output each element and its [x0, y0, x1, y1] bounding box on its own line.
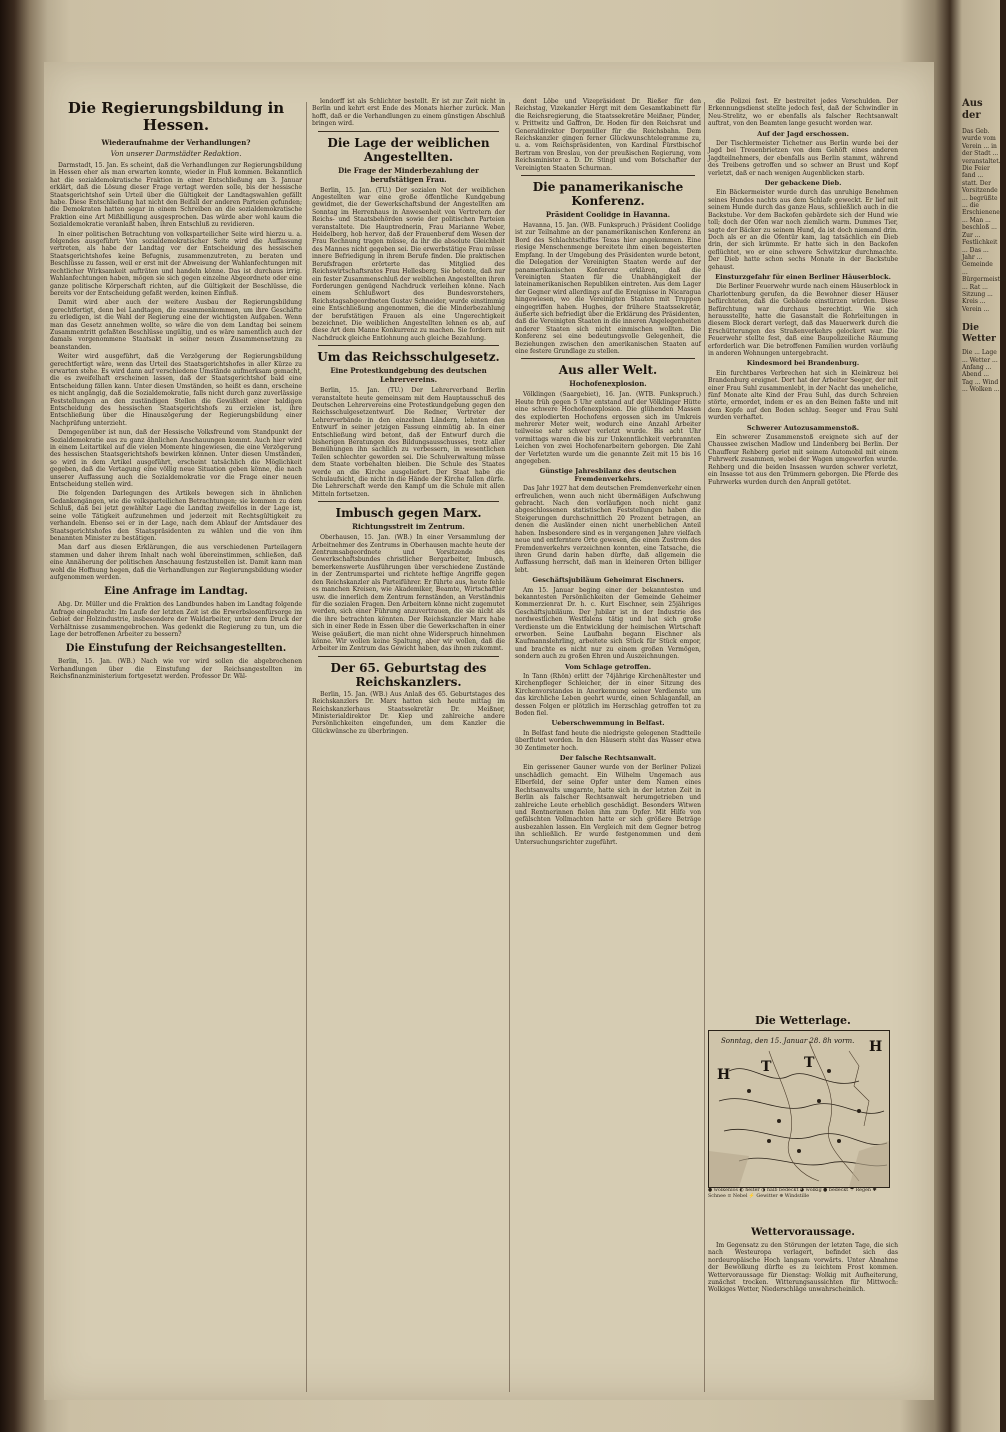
section-heading: Der falsche Rechtsanwalt.: [559, 754, 657, 763]
article-paragraph: Damit wird aber auch der weitere Ausbau der Regierungsbildung gerechtfertigt, denn bei Landtagen, die zusammenkommen, um ihre Geschäfte zu erledigen, ist die Wahl der Regierung eine der wichtigsten Aufgaben. Wenn man das Gesetz annehmen wollte, so wäre die von dem Landtag bei seinem Zusammentritt gefaßten Beschlüsse ungültig, und es wäre namentlich auch der damals vorgenommene Staatsakt in seiner neuen Zusammensetzung zu beanstanden.: [50, 299, 302, 351]
article-paragraph: Berlin, 15. Jan. (WB.) Nach wie vor wird sollen die abgebrochenen Verhandlungen über die Einstufung der Reichsangestellten im Reichsfinanzministerium fortgesetzt werden. Professor Dr. Wäl-: [50, 658, 302, 681]
column-3: [515, 98, 701, 1388]
section-heading: Ueberschwemmung in Belfast.: [551, 719, 665, 728]
article-paragraph: Darmstadt, 15. Jan. Es scheint, daß die Verhandlungen zur Regierungsbildung in Hessen eher als man erwarten konnte, wieder in Fluß kommen. Bekanntlich hat die sozialdemokratische Fraktion in einer Entschließung am 3. Januar erklärt, daß die Lösung dieser Frage vertagt werden solle, bis der hessische Staatsgerichtshof sein Urteil über die Gültigkeit der Landtagswahlen gefällt habe. Diese Entschließung hat nicht den Beifall der anderen Parteien gefunden; die Demokraten hatten sogar in einem Schreiben an die sozialdemokratische Fraktion eine Art Mißbilligung ausgesprochen. Das würde aber wohl kaum die Sozialdemokratie veranlaßt haben, ihren Entschluß zu revidieren.: [50, 162, 302, 229]
article-subtitle: Präsident Coolidge in Havanna.: [545, 210, 671, 220]
section-heading: Vom Schlage getroffen.: [564, 662, 652, 671]
article-paragraph: die Polizei fest. Er bestreitet jedes Verschulden. Der Erkennungsdienst stellte jedoch fest, daß der Schwindler in Neu-Strelitz, wo er ebenfalls als falscher Rechtsanwalt auftrat, von den Beamten lange gesucht worden war.: [708, 98, 898, 128]
column-divider: [704, 102, 705, 1392]
article-subtitle: Die Frage der Minderbezahlung der berufstätigen Frau.: [338, 165, 479, 184]
article-paragraph: Ein gerissener Gauner wurde von der Berliner Polizei unschädlich gemacht. Ein Wilhelm Ungemach aus Elberfeld, der seine Opfer unter dem Namen eines Rechtsanwalts umgarnte, hatte sich in der letzten Zeit in Berlin als falscher Rechtsanwalt herumgetrieben und zahlreiche Leute erheblich geschädigt. Besonders Witwen und Rentnerinnen fielen ihm zum Opfer. Mit Hilfe von gefälschten Vollmachten hatte er sich größere Beträge ausbezahlen lassen. Ein Vergleich mit dem Gegner betrog ihn schließlich. Er wurde festgenommen und dem Untersuchungsrichter zugeführt.: [515, 764, 701, 846]
svg-text:H: H: [717, 1067, 731, 1083]
section-heading: Einsturzgefahr für einen Berliner Häuserblock.: [715, 272, 891, 281]
article-paragraph: Weiter wird ausgeführt, daß die Verzögerung der Regierungsbildung gerechtfertigt wäre, wenn das Urteil des Staatsgerichtshofes in aller Kürze zu erwarten stehe. Es wird dann auf verschiedene Umstände aufmerksam gemacht, die es zweifelhaft erscheinen lassen, daß der Staatsgerichtshof bald eine Entscheidung fällen kann. Unter diesen Umständen, so heißt es dann, erscheine es nicht angängig, daß die Sozialdemokratie, falls nicht durch ganz zuverlässige Feststellungen an den zuständigen Stellen die Gewißheit einer baldigen Entscheidung des hessischen Staatsgerichtshofs zu erzielen ist, ihre Entschließung über die Hinauszögerung der Regierungsbildung einer Nachprüfung unterzieht.: [50, 353, 302, 427]
weather-headline: Die Wetterlage.: [755, 1014, 851, 1027]
column-divider: [509, 102, 510, 1392]
column-divider: [306, 102, 307, 1392]
adjacent-headline: Aus der: [962, 98, 983, 121]
weather-map-caption: Sonntag, den 15. Januar 28. 8h vorm.: [721, 1037, 855, 1045]
article-subtitle: Richtungsstreit im Zentrum.: [352, 522, 465, 532]
column-2: [312, 98, 505, 1388]
article-headline: Die Regierungsbildung in Hessen.: [67, 99, 285, 134]
article-headline: Die Einstufung der Reichsangestellten.: [65, 643, 287, 655]
article-paragraph: Am 15. Januar beging einer der bekanntesten und bekanntesten Persönlichkeiten der Gemeinde Geheimer Kommerzienrat Dr. h. c. Kurt Eischner, sein 25jähriges Geschäftsjubiläum. Der Jubilar ist in der Industrie des nordwestlichen Westfalens tätig und hat sich große Verdienste um die Entwicklung der heimischen Wirtschaft erworben. Seine Laufbahn begann Eischner als Kaufmannslehrling, arbeitete sich Stück für Stück empor, und brachte es nicht nur zu einem großen Vermögen, sondern auch zu großen Ehren und Auszeichnungen.: [515, 586, 701, 661]
svg-text:T: T: [761, 1059, 772, 1075]
article-paragraph: lendorff ist als Schlichter bestellt. Er ist zur Zeit nicht in Berlin und kehrt erst Ende des Monats hierher zurück. Man hofft, daß er die Verhandlungen zu einem günstigen Abschluß bringen wird.: [312, 98, 505, 128]
article-paragraph: Die folgenden Darlegungen des Artikels bewegen sich in ähnlichen Gedankengängen, wie die volksparteilichen Betrachtungen; sie kommen zu dem Schluß, daß bei jetzt gewählter Lage die Landtag zweifellos in der Lage ist, seine volle Tätigkeit aufzunehmen und jederzeit mit Rechtsgültigkeit zu verhandeln. Ebenso sei er in der Lage, nach dem Ablauf der Amtsdauer des Staatsgerichtshofes den Staatspräsidenten zu wählen und die von ihm benannten Minister zu bestätigen.: [50, 490, 302, 542]
article-paragraph: Demgegenüber ist nun, daß der Hessische Volksfreund vom Standpunkt der Sozialdemokratie aus zu ganz ähnlichen Anschauungen kommt. Auch hier wird in einem Leitartikel auf die vielen Momente hingewiesen, die eine Verzögerung des hessischen Staatsgerichtshofs bewirken können. Unter diesen Umständen, so wird in dem Artikel ausgeführt, erscheint tatsächlich die Möglichkeit gegeben, daß die Vertagung eine völlig neue Situation geben könne, die nach unserer Auffassung auch die Sozialdemokratie vor die Frage einer neuen Entscheidung stellen wird.: [50, 429, 302, 489]
article-subtitle: Eine Protestkundgebung des deutschen Lehrervereins.: [330, 366, 487, 385]
article-headline: Um das Reichsschulgesetz.: [317, 350, 500, 365]
article-paragraph: Völklingen (Saargebiet), 16. Jan. (WTB. Funkspruch.) Heute früh gegen 5 Uhr entstand auf der Völklinger Hütte eine schwere Hochofenexplosion. Die glühenden Massen des explodierten Hochofens ergossen sich im Umkreis mehrerer Meter weit, wodurch eine Anzahl Arbeiter teilweise sehr schwer verletzt wurde. Bis acht Uhr vormittags waren die bis zur Unkenntlichkeit verbrannten Leichen von zwei Hochofenarbeitern geborgen. Die Zahl der Verletzten wurde um die genannte Zeit mit 15 bis 16 angegeben.: [515, 391, 701, 466]
article-paragraph: Berlin, 15. Jan. (TU.) Der sozialen Not der weiblichen Angestellten war eine große öffentliche Kundgebung gewidmet, die der Gewerkschaftsbund der Angestellten am Sonntag im Herrenhaus in Anwesenheit von Vertretern der Reichs- und Staatsbehörden sowie der politischen Parteien veranstaltete. Die Hauptrednerin, Frau Marianne Weber, Heidelberg, hob hervor, daß der Frauenberuf dem Wesen der Frau Rechnung tragen müsse, da ihr die absolute Gleichheit des Mannes nicht gegeben sei. Die erwerbstätige Frau müsse innere Befriedigung in ihrem Berufe finden. Die praktischen Berufsfragen erörterte das Mitglied des Reichswirtschaftsrates Frau Hellesberg. Sie betonte, daß nur ein fester Zusammenschluß der weiblichen Angestellten ihren Forderungen genügend Nachdruck verleihen könne. Nach einem Schlußwort des Bundesvorstehers, Reichstagsabgeordneten Gustav Schneider, wurde einstimmig eine Entschließung angenommen, die die Minderbezahlung der berufstätigen Frauen als eine Ungerechtigkeit bezeichnet. Die weiblichen Angestellten lehnen es ab, auf diese Art dem Manne Konkurrenz zu machen. Sie fordern mit Nachdruck gleiche Entlohnung auch gleiche Bezahlung.: [312, 186, 505, 342]
article-subtitle: Wiederaufnahme der Verhandlungen?: [101, 138, 251, 147]
rule: [318, 345, 499, 346]
rule: [521, 358, 695, 359]
section-heading: Auf der Jagd erschossen.: [757, 129, 849, 138]
column-4: [708, 98, 898, 1048]
article-headline: Der 65. Geburtstag des Reichskanzlers.: [330, 660, 487, 689]
section-heading: Schwerer Autozusammenstoß.: [746, 423, 860, 432]
article-paragraph: In Tann (Rhön) erlitt der 74jährige Kirchenältester und Kirchenpfleger Schleicher, der in einer Sitzung des Kirchenvorstandes in Anerkennung seiner Verdienste um das kirchliche Leben geehrt wurde, einen Schlaganfall, an dessen Folgen er plötzlich im Herzschlag getroffen tot zu Boden fiel.: [515, 673, 701, 718]
forecast-block: [708, 1222, 898, 1392]
article-paragraph: In einer politischen Betrachtung von volksparteilicher Seite wird hierzu u. a. folgendes ausgeführt: Von sozialdemokratischer Seite wird die Auffassung vertreten, als habe der Landtag vor der Entscheidung des hessischen Staatsgerichtshofes keine Befugnis, zusammenzutreten, zu beraten und Beschlüsse zu fassen, weil er erst mit der Abweisung der Wahlanfechtungen mit rechtlicher Wirksamkeit aufträten und handeln könne. Das ist durchaus irrig. Wahlanfechtungen haben, mögen sie sich gegen einzelne Abgeordnete oder eine ganze politische Körperschaft richten, auf die Gültigkeit der Beschlüsse, die bereits vor der Entscheidung gefaßt werden, keinen Einfluß.: [50, 230, 302, 297]
rule: [521, 175, 695, 176]
article-paragraph: Berlin, 15. Jan. (WB.) Aus Anlaß des 65. Geburtstages des Reichskanzlers Dr. Marx hatten sich heute mittag im Reichskanzlerhaus Staatssekretär Dr. Meißner, Ministerialdirektor Dr. Kiep und zahlreiche andere Persönlichkeiten eingefunden, um dem Kanzler die Glückwünsche zu überbringen.: [312, 690, 505, 735]
article-headline: Imbusch gegen Marx.: [335, 506, 482, 521]
article-headline: Die panamerikanische Konferenz.: [532, 180, 684, 209]
column-1: [50, 98, 302, 1388]
svg-text:H: H: [869, 1039, 883, 1055]
weather-map: [708, 1030, 890, 1188]
article-paragraph: Berlin, 15. Jan. (TU.) Der Lehrerverband Berlin veranstaltete heute gemeinsam mit dem Hauptausschuß des Deutschen Lehrervereins eine Protestkundgebung gegen den Reichsschulgesetzentwurf. Die Redner, Vertreter der Lehrerverbände in den einzelnen Ländern, lehnten den Entwurf in seiner jetzigen Fassung einmütig ab. In einer Entschließung wird betont, daß der Entwurf durch die bisherigen Beratungen des Bildungsausschusses, trotz aller Bemühungen ihn sachlich zu verbessern, in wesentlichen Teilen schlechter geworden sei. Die Schulverwaltung müsse dem Staate vorbehalten bleiben. Die Schule des Staates werde an die Kirche ausgeliefert. Der Staat habe die Schulaufsicht, die nicht in die Hände der Kirche fallen dürfe. Die Lehrerschaft werde den Kampf um die Schule mit allen Mitteln fortsetzen.: [312, 387, 505, 498]
rule: [318, 501, 499, 502]
rule: [318, 656, 499, 657]
article-paragraph: Man darf aus diesen Erklärungen, die aus verschiedenen Parteilagern stammen und daher ihrem Inhalt nach wohl übereinstimmen, schließen, daß eine Annäherung der politischen Anschauung festzustellen ist. Damit kann man wohl die Hoffnung hegen, daß die Verhandlungen zur Regierungsbildung wieder aufgenommen werden.: [50, 544, 302, 581]
section-heading: Der gebackene Dieb.: [764, 179, 842, 188]
article-paragraph: Die Berliner Feuerwehr wurde nach einem Häuserblock in Charlottenburg gerufen, da die Bewohner dieser Häuser befürchteten, daß die Gebäude einstürzen würden. Diese Befürchtung war durchaus berechtigt. Wie sich herausstellte, hatte die Gasanstalt die Rohrleitungen in diesem Block derart verlegt, daß das Mauerwerk durch die Erschütterungen des Straßenverkehrs gelockert war. Die Feuerwehr stellte fest, daß eine Baupolizeiliche Räumung erforderlich war. Die betroffenen Familien wurden vorläufig in anderen Wohnungen untergebracht.: [708, 283, 898, 357]
article-paragraph: dent Löbe und Vizepräsident Dr. Rießer für den Reichstag, Vizekanzler Hergt mit dem Gesamtkabinett für die Reichsregierung, die Staatssekretäre Meißner, Pünder, v. Prittwitz und Gaffron, Dr. Hoden für den Reichsrat und Generaldirektor Dorpmüller für die Reichsbahn. Dem Reichskanzler gingen ferner Glückwunschtelegramme zu, u. a. vom Reichspräsidenten, von Kardinal Fürstbischof Bertram von Breslau, von der preußischen Regierung, vom Reichsminister a. D. Dr. Stingl und vom Botschafter der Vereinigten Staaten Schurman.: [515, 98, 701, 172]
adjacent-text: Die ... Lage ... Wetter ... Anfang ... Abend ... Tag ... Wind ... Wolken ...: [962, 349, 1000, 394]
adjacent-headline: Die Wetter: [962, 323, 996, 345]
article-paragraph: Havanna, 15. Jan. (WB. Funkspruch.) Präsident Coolidge ist zur Teilnahme an der panamerikanischen Konferenz an Bord des Schlachtschiffes Texas hier angekommen. Eine riesige Menschenmenge bereitete ihm einen begeisterten Empfang. In der Umgebung des Präsidenten wurde betont, die Delegation der Vereinigten Staaten werde auf der panamerikanischen Konferenz erklären, daß die Vereinigten Staaten für die Unabhängigkeit der lateinamerikanischen Republiken eintreten. Aus dem Lager der Gegner wird allerdings auf die Ereignisse in Nicaragua hingewiesen, wo die Vereinigten Staaten mit Truppen eingegriffen haben. Hughes, der frühere Staatssekretär, äußerte sich befriedigt über die Erklärung des Präsidenten, daß die Vereinigten Staaten in die inneren Angelegenheiten anderer Staaten sich nicht einmischen wollten. Die Konferenz sei eine bedeutungsvolle Gelegenheit, die Beziehungen zwischen den amerikanischen Staaten auf eine festere Grundlage zu stellen.: [515, 222, 701, 355]
section-heading: Kindesmord bei Brandenburg.: [746, 359, 860, 368]
article-paragraph: Oberhausen, 15. Jan. (WB.) In einer Versammlung der Arbeitnehmer des Zentrums in Oberhausen machte heute der Zentrumsabgeordnete und Vorsitzende des Gewerkschaftsbundes christlicher Bergarbeiter, Imbusch, bemerkenswerte Ausführungen über verschiedene Zustände in der Zentrumspartei und richtete heftige Angriffe gegen den Reichskanzler als Parteiführer. Er führte aus, heute fehle es manchen Kreisen, wie Akademiker, Beamte, Wirtschaftler usw. die innerlich dem Zentrum fernständen, an Verständnis für die sozialen Fragen. Den Arbeitern könne nicht zugemutet werden, sich einer Führung anzuvertrauen, die sie nicht als die ihre betrachten könnten. Der Reichskanzler Marx habe sich in einer Rede in Essen über die Gewerkschaften in einer Weise geäußert, die man nicht ohne Widerspruch hinnehmen könne. Wir wollen keine Spaltung, aber wir wollen, daß die Arbeiter im Zentrum das Gewicht haben, das ihnen zukommt.: [312, 534, 505, 653]
article-paragraph: In Belfast fand heute die niedrigste gelegenen Stadtteile überflutet worden. In den Häusern steht das Wasser etwa 30 Zentimeter hoch.: [515, 729, 701, 752]
article-headline: Die Lage der weiblichen Angestellten.: [327, 135, 490, 164]
article-paragraph: Abg. Dr. Müller und die Fraktion des Landbundes haben im Landtag folgende Anfrage eingebracht: Im Laufe der letzten Zeit ist die Erwerbslosenfürsorge im Gebiet der Holzindustrie, insbesondere der Waldarbeiter, unter dem Druck der Verhältnisse zusammengebrochen. Was gedenkt die Regierung zu tun, um die Lage der betroffenen Arbeiter zu bessern?: [50, 601, 302, 638]
article-byline: Von unserer Darmstädter Redaktion.: [110, 150, 242, 158]
weather-map-drawing: [709, 1031, 889, 1187]
forecast-headline: Wettervoraussage.: [751, 1227, 855, 1238]
weather-map-legend: ● wolkenlos ◐ heiter ◑ halb bedeckt ◕ wolkig ● bedeckt ☂ Regen ✱ Schnee ≡ Nebel ⚡ Gewitter ⊕ Windstille: [708, 1188, 877, 1199]
article-paragraph: Ein schwerer Zusammenstoß ereignete sich auf der Chaussee zwischen Madlow und Lindenberg bei Berlin. Der Chauffeur Rehberg geriet mit seinem Automobil mit einem Fuhrwerk zusammen, wobei der Wagen umgeworfen wurde. Rehberg und die beiden Insassen wurden schwer verletzt, ein Insasse tot aus den Trümmern geborgen. Die Pferde des Fuhrwerks wurden durch den Anprall getötet.: [708, 434, 898, 486]
article-paragraph: Im Gegensatz zu den Störungen der letzten Tage, die sich nach Westeuropa verlagert, befindet sich das nordeuropäische Hoch langsam vorwärts. Unter Abnahme der Bewölkung dürfte es zu leichtem Frost kommen. Wettervoraussage für Dienstag: Wolkig mit Aufheiterung, zunächst trocken. Witterungsaussichten für Mittwoch: Wolkiges Wetter, Niederschläge unwahrscheinlich.: [708, 1242, 898, 1294]
adjacent-text: Das Geb. wurde vom Verein ... in der Stadt ... veranstaltet. Die Feier fand ... statt. Der Vorsitzende ... begrüßte ... die Erschienenen ... Man ... beschloß ... Zur ... Festlichkeit ... Das ... Jahr ... Gemeinde ... Bürgermeister ... Rat ... Sitzung ... Kreis ... Verein ...: [962, 128, 1006, 313]
article-paragraph: Ein furchtbares Verbrechen hat sich in Kleinkreuz bei Brandenburg ereignet. Dort hat der Arbeiter Seeger, der mit einer Frau Suhl zusammenlebt, in der Nacht das uneheliche, fünf Monate alte Kind der Frau Suhl, das durch Schreien störte, ermordet, indem er es an den Beinen faßte und mit dem Kopfe auf den Boden schlug. Seeger und Frau Suhl wurden verhaftet.: [708, 369, 898, 422]
article-headline: Aus aller Welt.: [558, 363, 658, 378]
svg-text:T: T: [804, 1055, 815, 1071]
rule: [318, 131, 499, 132]
section-heading: Günstige Jahresbilanz des deutschen Fremdenverkehrs.: [539, 467, 677, 483]
article-paragraph: Ein Bäckermeister wurde durch das unruhige Benehmen seines Hundes nachts aus dem Schlafe geweckt. Er lief mit seinem Hunde durch das ganze Haus, schließlich auch in die Backstube. Vor dem Backofen gebärdete sich der Hund wie toll; doch der Ofen war noch ziemlich warm. Dummes Tier, sagte der Bäcker zu seinem Hund, da ist doch niemand drin. Doch als er an die Ofentür kam, lag tatsächlich ein Dieb drin, der sich krümmte. Er hatte sich in den Backofen geflüchtet, wo er eine schwere Schwitzkur durchmachte. Der Dieb hatte schon sechs Monate in der Backstube gehaust.: [708, 189, 898, 271]
section-heading: Geschäftsjubiläum Geheimrat Eischners.: [532, 576, 684, 585]
article-headline: Eine Anfrage im Landtag.: [104, 586, 248, 598]
article-subtitle: Hochofenexplosion.: [569, 379, 647, 389]
article-paragraph: Der Tischlermeister Tichetner aus Berlin wurde bei der Jagd bei Treuenbrietzen von dem Gehöft eines anderen Jagdteilnehmers, der ebenfalls aus Berlin stammt, während des Treibens getroffen und so schwer an Brust und Kopf verletzt, daß er nach wenigen Augenblicken starb.: [708, 140, 898, 177]
adjacent-page-strip: [962, 90, 1006, 1400]
article-paragraph: Das Jahr 1927 hat dem deutschen Fremdenverkehr einen erfreulichen, wenn auch nicht übermäßigen Aufschwung gebracht. Nach den vorläufigen noch nicht ganz abgeschlossenen statistischen Feststellungen haben die Steigerungen durchschnittlich 20 Prozent betragen, an denen die Ausländer einen nicht unerheblichen Anteil haben. Insbesondere sind es in vergangenen Jahre vielfach neue und entferntere Orte gewesen, die einen Zustrom des Fremdenverkehrs verzeichnen konnten, eine Tatsache, die ihren Grund darin haben dürfte, daß allgemein die Auffassung herrscht, daß man in kleineren Orten billiger lebt.: [515, 485, 701, 574]
